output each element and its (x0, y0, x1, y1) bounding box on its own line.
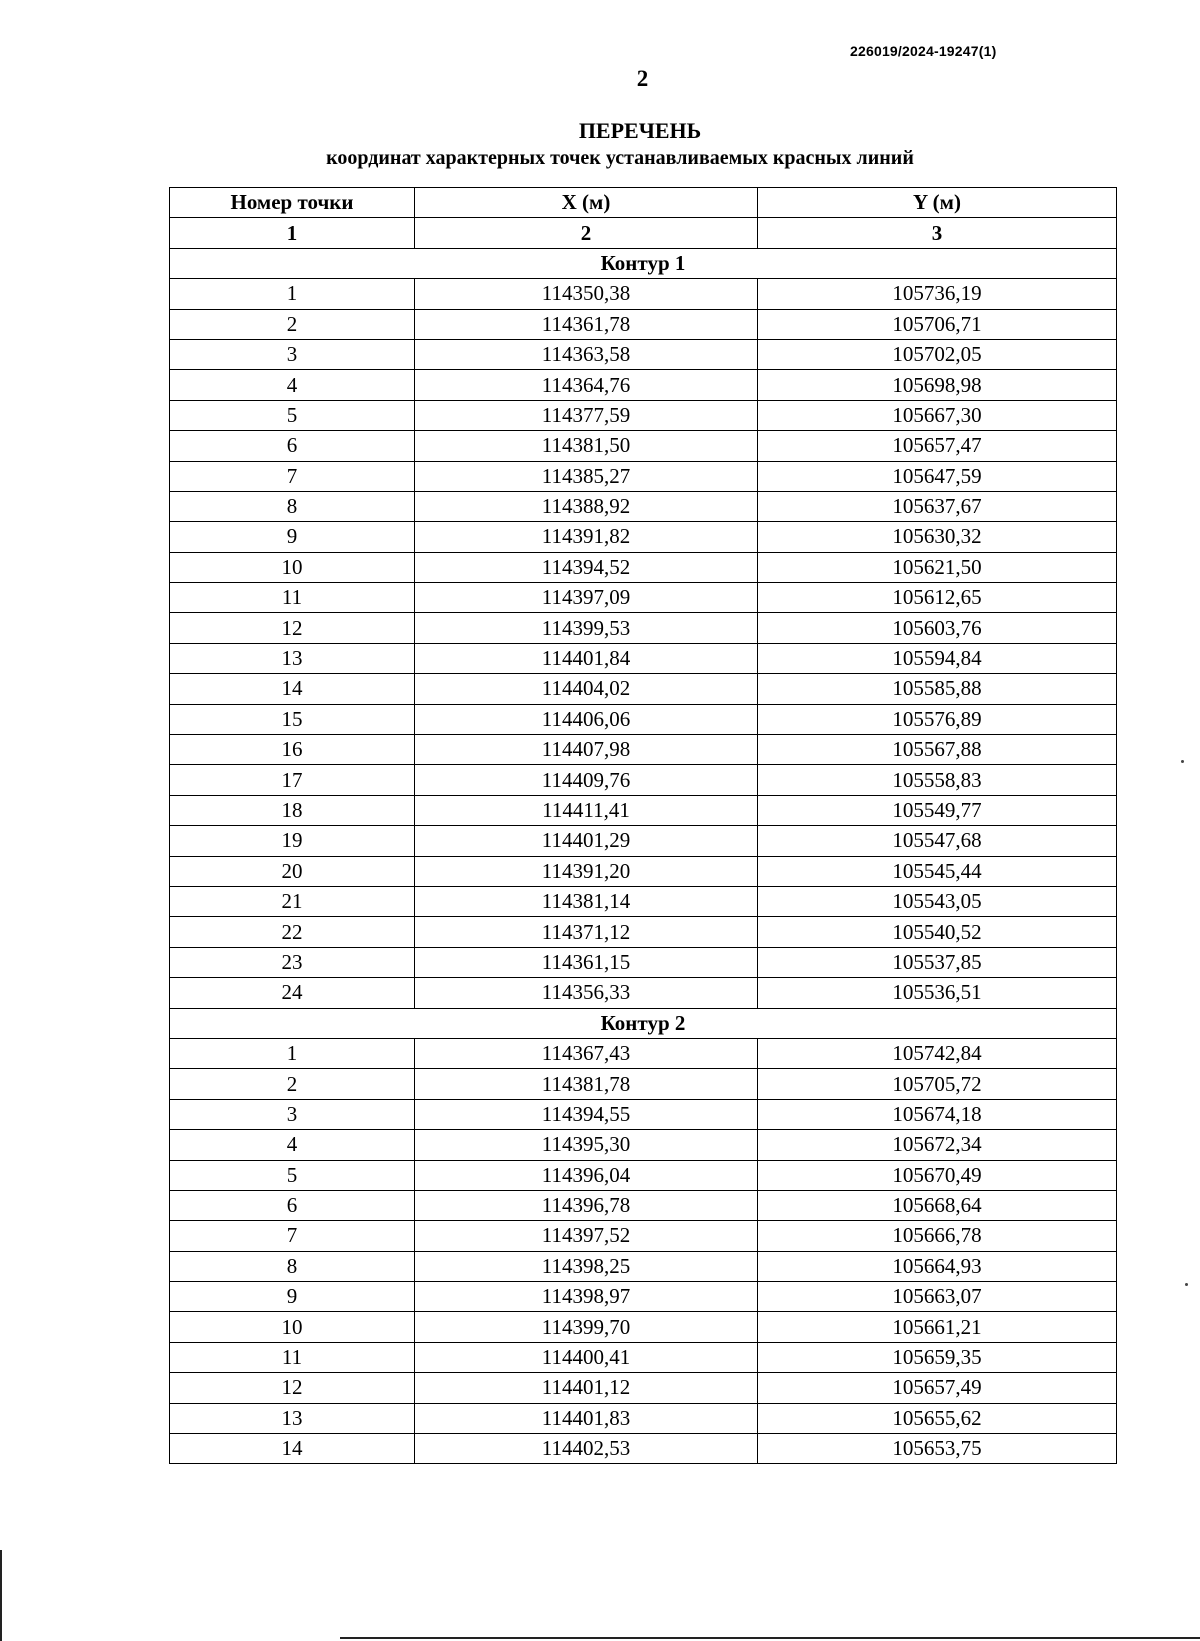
table-row (170, 1373, 1117, 1403)
y-coordinate-cell: 105576,89 (758, 704, 1117, 734)
table-row (170, 917, 1117, 947)
scan-edge-mark (0, 1550, 2, 1641)
point-number-cell: 24 (170, 978, 415, 1008)
document-subtitle: координат характерных точек устанавливаемых красных линий (326, 147, 914, 169)
y-coordinate-cell: 105674,18 (758, 1099, 1117, 1129)
x-coordinate-cell: 114399,53 (415, 613, 758, 643)
point-number-cell: 3 (170, 339, 415, 369)
y-coordinate-cell: 105742,84 (758, 1038, 1117, 1068)
table-row (170, 947, 1117, 977)
point-number-cell: 7 (170, 461, 415, 491)
y-coordinate-cell: 105637,67 (758, 491, 1117, 521)
y-coordinate-cell: 105537,85 (758, 947, 1117, 977)
point-number-cell: 7 (170, 1221, 415, 1251)
y-coordinate-cell: 105536,51 (758, 978, 1117, 1008)
x-coordinate-cell: 114409,76 (415, 765, 758, 795)
y-coordinate-cell: 105661,21 (758, 1312, 1117, 1342)
y-coordinate-cell: 105702,05 (758, 339, 1117, 369)
x-coordinate-cell: 114391,82 (415, 522, 758, 552)
table-row (170, 1282, 1117, 1312)
point-number-cell: 6 (170, 1190, 415, 1220)
y-coordinate-cell: 105659,35 (758, 1342, 1117, 1372)
point-number-cell: 12 (170, 613, 415, 643)
column-header-x: X (м) (415, 188, 758, 218)
y-coordinate-cell: 105667,30 (758, 400, 1117, 430)
point-number-cell: 4 (170, 1130, 415, 1160)
scan-bottom-line (340, 1637, 1200, 1639)
y-coordinate-cell: 105664,93 (758, 1251, 1117, 1281)
point-number-cell: 4 (170, 370, 415, 400)
x-coordinate-cell: 114396,04 (415, 1160, 758, 1190)
x-coordinate-cell: 114404,02 (415, 674, 758, 704)
x-coordinate-cell: 114400,41 (415, 1342, 758, 1372)
y-coordinate-cell: 105603,76 (758, 613, 1117, 643)
x-coordinate-cell: 114402,53 (415, 1434, 758, 1464)
document-title: ПЕРЕЧЕНЬ (578, 118, 702, 143)
table-row (170, 1160, 1117, 1190)
x-coordinate-cell: 114394,55 (415, 1099, 758, 1129)
point-number-cell: 9 (170, 1282, 415, 1312)
point-number-cell: 16 (170, 735, 415, 765)
y-coordinate-cell: 105672,34 (758, 1130, 1117, 1160)
column-header-y: Y (м) (758, 188, 1117, 218)
x-coordinate-cell: 114411,41 (415, 795, 758, 825)
point-number-cell: 5 (170, 1160, 415, 1190)
column-number-3: 3 (758, 218, 1117, 248)
x-coordinate-cell: 114381,78 (415, 1069, 758, 1099)
x-coordinate-cell: 114406,06 (415, 704, 758, 734)
x-coordinate-cell: 114397,09 (415, 583, 758, 613)
y-coordinate-cell: 105543,05 (758, 886, 1117, 916)
y-coordinate-cell: 105647,59 (758, 461, 1117, 491)
y-coordinate-cell: 105657,49 (758, 1373, 1117, 1403)
x-coordinate-cell: 114381,50 (415, 431, 758, 461)
y-coordinate-cell: 105698,98 (758, 370, 1117, 400)
table-row (170, 431, 1117, 461)
table-row (170, 1251, 1117, 1281)
table-row (170, 1403, 1117, 1433)
y-coordinate-cell: 105585,88 (758, 674, 1117, 704)
table-body (170, 248, 1117, 1464)
table-row (170, 1038, 1117, 1068)
point-number-cell: 6 (170, 431, 415, 461)
x-coordinate-cell: 114388,92 (415, 491, 758, 521)
scan-speck (1185, 1283, 1188, 1286)
y-coordinate-cell: 105663,07 (758, 1282, 1117, 1312)
point-number-cell: 11 (170, 583, 415, 613)
point-number-cell: 23 (170, 947, 415, 977)
y-coordinate-cell: 105540,52 (758, 917, 1117, 947)
x-coordinate-cell: 114361,15 (415, 947, 758, 977)
table-row (170, 1434, 1117, 1464)
x-coordinate-cell: 114361,78 (415, 309, 758, 339)
y-coordinate-cell: 105666,78 (758, 1221, 1117, 1251)
point-number-cell: 9 (170, 522, 415, 552)
table-row (170, 886, 1117, 916)
table-row (170, 279, 1117, 309)
x-coordinate-cell: 114381,14 (415, 886, 758, 916)
table-row (170, 309, 1117, 339)
y-coordinate-cell: 105567,88 (758, 735, 1117, 765)
table-row (170, 522, 1117, 552)
x-coordinate-cell: 114350,38 (415, 279, 758, 309)
y-coordinate-cell: 105706,71 (758, 309, 1117, 339)
table-row (170, 552, 1117, 582)
point-number-cell: 10 (170, 552, 415, 582)
table-row (170, 1069, 1117, 1099)
table-row (170, 583, 1117, 613)
table-row (170, 826, 1117, 856)
table-header-row (170, 188, 1117, 218)
page-number: 2 (636, 66, 649, 91)
table-row (170, 765, 1117, 795)
table-row (170, 1190, 1117, 1220)
column-number-row (170, 218, 1117, 248)
table-row (170, 613, 1117, 643)
x-coordinate-cell: 114391,20 (415, 856, 758, 886)
contour-label: Контур 2 (170, 1008, 1117, 1038)
x-coordinate-cell: 114396,78 (415, 1190, 758, 1220)
x-coordinate-cell: 114401,84 (415, 643, 758, 673)
point-number-cell: 15 (170, 704, 415, 734)
point-number-cell: 1 (170, 279, 415, 309)
x-coordinate-cell: 114356,33 (415, 978, 758, 1008)
x-coordinate-cell: 114407,98 (415, 735, 758, 765)
table-row (170, 735, 1117, 765)
x-coordinate-cell: 114367,43 (415, 1038, 758, 1068)
x-coordinate-cell: 114371,12 (415, 917, 758, 947)
point-number-cell: 11 (170, 1342, 415, 1372)
y-coordinate-cell: 105657,47 (758, 431, 1117, 461)
column-header-point-number: Номер точки (170, 188, 415, 218)
table-row (170, 978, 1117, 1008)
point-number-cell: 20 (170, 856, 415, 886)
y-coordinate-cell: 105545,44 (758, 856, 1117, 886)
table-row (170, 704, 1117, 734)
point-number-cell: 2 (170, 1069, 415, 1099)
table-row (170, 400, 1117, 430)
y-coordinate-cell: 105594,84 (758, 643, 1117, 673)
point-number-cell: 14 (170, 674, 415, 704)
y-coordinate-cell: 105655,62 (758, 1403, 1117, 1433)
point-number-cell: 8 (170, 491, 415, 521)
y-coordinate-cell: 105705,72 (758, 1069, 1117, 1099)
document-registration-number: 226019/2024-19247(1) (850, 43, 997, 59)
y-coordinate-cell: 105630,32 (758, 522, 1117, 552)
x-coordinate-cell: 114397,52 (415, 1221, 758, 1251)
coordinates-table (169, 187, 1117, 1464)
point-number-cell: 12 (170, 1373, 415, 1403)
contour-label: Контур 1 (170, 248, 1117, 278)
table-row (170, 491, 1117, 521)
x-coordinate-cell: 114377,59 (415, 400, 758, 430)
point-number-cell: 18 (170, 795, 415, 825)
point-number-cell: 14 (170, 1434, 415, 1464)
y-coordinate-cell: 105668,64 (758, 1190, 1117, 1220)
table-row (170, 1342, 1117, 1372)
point-number-cell: 1 (170, 1038, 415, 1068)
x-coordinate-cell: 114401,12 (415, 1373, 758, 1403)
column-number-2: 2 (415, 218, 758, 248)
point-number-cell: 22 (170, 917, 415, 947)
y-coordinate-cell: 105558,83 (758, 765, 1117, 795)
x-coordinate-cell: 114394,52 (415, 552, 758, 582)
table-row (170, 1312, 1117, 1342)
table-row (170, 461, 1117, 491)
point-number-cell: 17 (170, 765, 415, 795)
x-coordinate-cell: 114364,76 (415, 370, 758, 400)
y-coordinate-cell: 105612,65 (758, 583, 1117, 613)
point-number-cell: 8 (170, 1251, 415, 1281)
point-number-cell: 21 (170, 886, 415, 916)
x-coordinate-cell: 114363,58 (415, 339, 758, 369)
x-coordinate-cell: 114401,83 (415, 1403, 758, 1433)
x-coordinate-cell: 114398,97 (415, 1282, 758, 1312)
table-row (170, 856, 1117, 886)
point-number-cell: 19 (170, 826, 415, 856)
y-coordinate-cell: 105549,77 (758, 795, 1117, 825)
y-coordinate-cell: 105547,68 (758, 826, 1117, 856)
scan-speck (1181, 760, 1184, 763)
x-coordinate-cell: 114395,30 (415, 1130, 758, 1160)
table-row (170, 370, 1117, 400)
point-number-cell: 5 (170, 400, 415, 430)
column-number-1: 1 (170, 218, 415, 248)
table-row (170, 1099, 1117, 1129)
point-number-cell: 3 (170, 1099, 415, 1129)
point-number-cell: 2 (170, 309, 415, 339)
x-coordinate-cell: 114385,27 (415, 461, 758, 491)
point-number-cell: 13 (170, 1403, 415, 1433)
table-row (170, 674, 1117, 704)
section-header-row (170, 248, 1117, 278)
section-header-row (170, 1008, 1117, 1038)
table-row (170, 1130, 1117, 1160)
y-coordinate-cell: 105736,19 (758, 279, 1117, 309)
table-row (170, 795, 1117, 825)
x-coordinate-cell: 114398,25 (415, 1251, 758, 1281)
point-number-cell: 13 (170, 643, 415, 673)
y-coordinate-cell: 105653,75 (758, 1434, 1117, 1464)
y-coordinate-cell: 105621,50 (758, 552, 1117, 582)
point-number-cell: 10 (170, 1312, 415, 1342)
table-row (170, 339, 1117, 369)
x-coordinate-cell: 114399,70 (415, 1312, 758, 1342)
x-coordinate-cell: 114401,29 (415, 826, 758, 856)
table-row (170, 643, 1117, 673)
table-row (170, 1221, 1117, 1251)
y-coordinate-cell: 105670,49 (758, 1160, 1117, 1190)
